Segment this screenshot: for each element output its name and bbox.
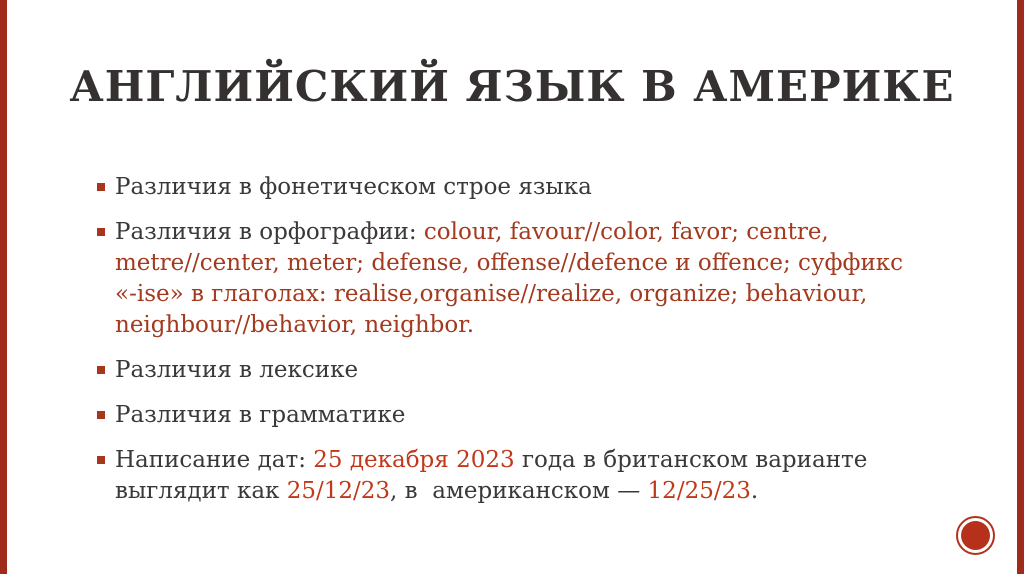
bullet-text-line	[115, 217, 942, 248]
bullet-item	[97, 355, 942, 386]
bullet-square-icon	[97, 366, 105, 374]
stamp-circle-icon	[956, 516, 995, 555]
bullet-square-icon	[97, 183, 105, 191]
stamp-circle-inner-disc	[961, 521, 990, 550]
text-run: Написание дат:	[115, 447, 314, 473]
bullet-text-line	[115, 172, 942, 203]
bullet-text-line	[115, 355, 942, 386]
text-run: Различия в фонетическом строе языка	[115, 174, 592, 200]
text-run: выглядит как	[115, 478, 287, 504]
bullet-list	[97, 172, 942, 521]
text-run: Различия в орфографии:	[115, 219, 424, 245]
text-run: Различия в грамматике	[115, 402, 406, 428]
text-run: neighbour//behavior, neighbor.	[115, 312, 475, 338]
bullet-text-line	[115, 248, 942, 279]
text-run: 12/25/23	[647, 478, 751, 504]
bullet-square-icon	[97, 411, 105, 419]
bullet-item	[97, 217, 942, 341]
bullet-square-icon	[97, 456, 105, 464]
text-run: 25 декабря 2023	[313, 447, 515, 473]
bullet-text-line	[115, 310, 942, 341]
text-run: Различия в лексике	[115, 357, 359, 383]
text-run: 25/12/23	[286, 478, 391, 504]
text-run: metre//center, meter; defense, offense//defence и offence; суффикс	[115, 250, 904, 276]
text-run: года в британском варианте	[514, 447, 868, 473]
bullet-square-icon	[97, 228, 105, 236]
bullet-item	[97, 400, 942, 431]
text-run: .	[750, 478, 759, 504]
bullet-text-line	[115, 400, 942, 431]
bullet-item	[97, 172, 942, 203]
bullet-text-line	[115, 476, 942, 507]
text-run: , в американском —	[390, 478, 648, 504]
slide-title: АНГЛИЙСКИЙ ЯЗЫК В АМЕРИКЕ	[69, 62, 955, 111]
text-run: colour, favour//color, favor; centre,	[423, 219, 829, 245]
bullet-item	[97, 445, 942, 507]
bullet-text-line	[115, 445, 942, 476]
text-run: «-ise» в глаголах: realise,organise//realize, organize; behaviour,	[115, 281, 868, 307]
bullet-text-line	[115, 279, 942, 310]
